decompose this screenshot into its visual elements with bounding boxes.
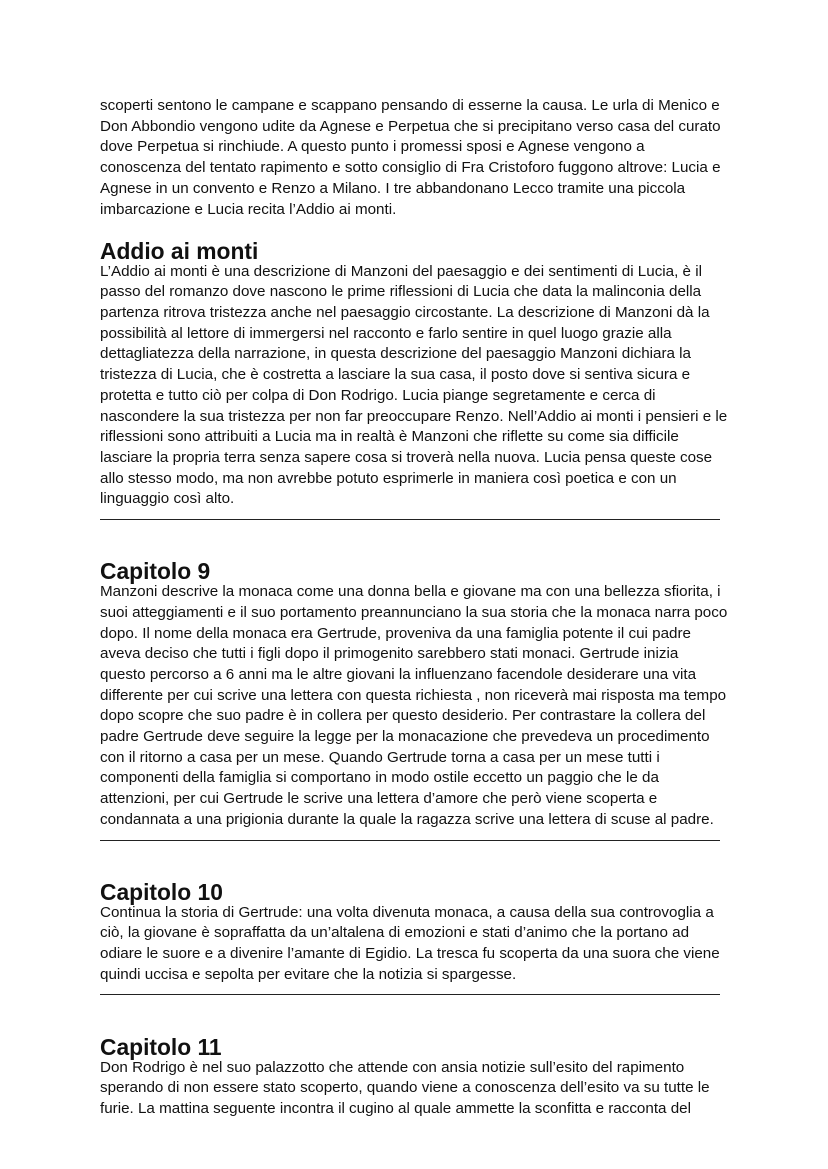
section-text-addio-ai-monti: L’Addio ai monti è una descrizione di Manzoni del paesaggio e dei sentimenti di Lucia, è il passo del romanzo dove nascono le prime riflessioni di Lucia che data la malinconia della partenza ritrova tristezza anche nel paesaggio circostante. La descrizione di Manzoni dà la possibilità al lettore di immergersi nel racconto e farlo sentire in quel luogo grazie alla dettagliatezza della narrazione, in questa descrizione del paesaggio Manzoni dichiara la tristezza di Lucia, che è costretta a lasciare la sua casa, il posto dove si sentiva sicura e protetta e tutto ciò per colpa di Don Rodrigo. Lucia piange segretamente e cerca di nascondere la sua tristezza per non far preoccupare Renzo. Nell’Addio ai monti i pensieri e le riflessioni sono attribuiti a Lucia ma in realtà è Manzoni che riflette su come sia difficile lasciare la propria terra senza sapere cosa si troverà nella nuova. Lucia pensa queste cose allo stesso modo, ma non avrebbe potuto esprimerle in maniera così poetica e con un linguaggio così alto. xyxy=(100,262,728,508)
document-page xyxy=(100,96,728,1120)
section-text-capitolo-9: Manzoni descrive la monaca come una donna bella e giovane ma con una bellezza sfiorita, i suoi atteggiamenti e il suo portamento preannunciano la sua storia che la monaca narra poco dopo. Il nome della monaca era Gertrude, proveniva da una famiglia potente il cui padre aveva deciso che tutti i figli dopo il primogenito sarebbero stati monaci. Gertrude inizia questo percorso a 6 anni ma le altre giovani la influenzano facendole desiderare una vita differente per cui scrive una lettera con questa richiesta , non riceverà mai risposta ma tempo dopo scopre che suo padre è in collera per questo desiderio. Per contrastare la collera del padre Gertrude deve seguire la legge per la monacazione che prevedeva un procedimento con il ritorno a casa per un mese. Quando Gertrude torna a casa per un mese tutti i componenti della famiglia si comportano in modo ostile eccetto un paggio che le da attenzioni, per cui Gertrude le scrive una lettera d’amore che però viene scoperta e condannata a una prigionia durante la quale la ragazza scrive una lettera di scuse al padre. xyxy=(100,583,728,828)
section-heading-capitolo-10: Capitolo 10 xyxy=(100,878,223,905)
section-text-capitolo-10: Continua la storia di Gertrude: una volta divenuta monaca, a causa della sua controvoglia a ciò, la giovane è sopraffatta da un’altalena di emozioni e stati d’animo che la portano ad odiare le suore e a divenire l’amante di Egidio. La tresca fu scoperta da una suora che viene quindi uccisa e sepolta per evitare che la notizia si spargesse. xyxy=(100,903,720,983)
paragraph-spacer xyxy=(100,841,728,862)
intro-paragraph: scoperti sentono le campane e scappano pensando di esserne la causa. Le urla di Menico e Don Abbondio vengono udite da Agnese e Perpetua che si precipitano verso casa del curato dove Perpetua si rinchiude. A questo punto i promessi sposi e Agnese vengono a conoscenza del tentato rapimento e sotto consiglio di Fra Cristoforo fuggono altrove: Lucia e Agnese in un convento e Renzo a Milano. I tre abbandonano Lecco tramite una piccola imbarcazione e Lucia recita l’Addio ai monti. xyxy=(100,97,721,218)
paragraph-spacer xyxy=(100,520,728,541)
section-text-capitolo-11: Don Rodrigo è nel suo palazzotto che attende con ansia notizie sull’esito del rapimento sperando di non essere stato scoperto, quando viene a conoscenza dell’esito va su tutte le furie. La mattina seguente incontra il cugino al quale ammette la sconfitta e racconta del xyxy=(100,1058,710,1117)
paragraph-spacer xyxy=(100,995,728,1016)
section-heading-capitolo-11: Capitolo 11 xyxy=(100,1033,222,1060)
section-heading-capitolo-9: Capitolo 9 xyxy=(100,558,211,585)
section-heading-addio-ai-monti: Addio ai monti xyxy=(100,237,259,264)
